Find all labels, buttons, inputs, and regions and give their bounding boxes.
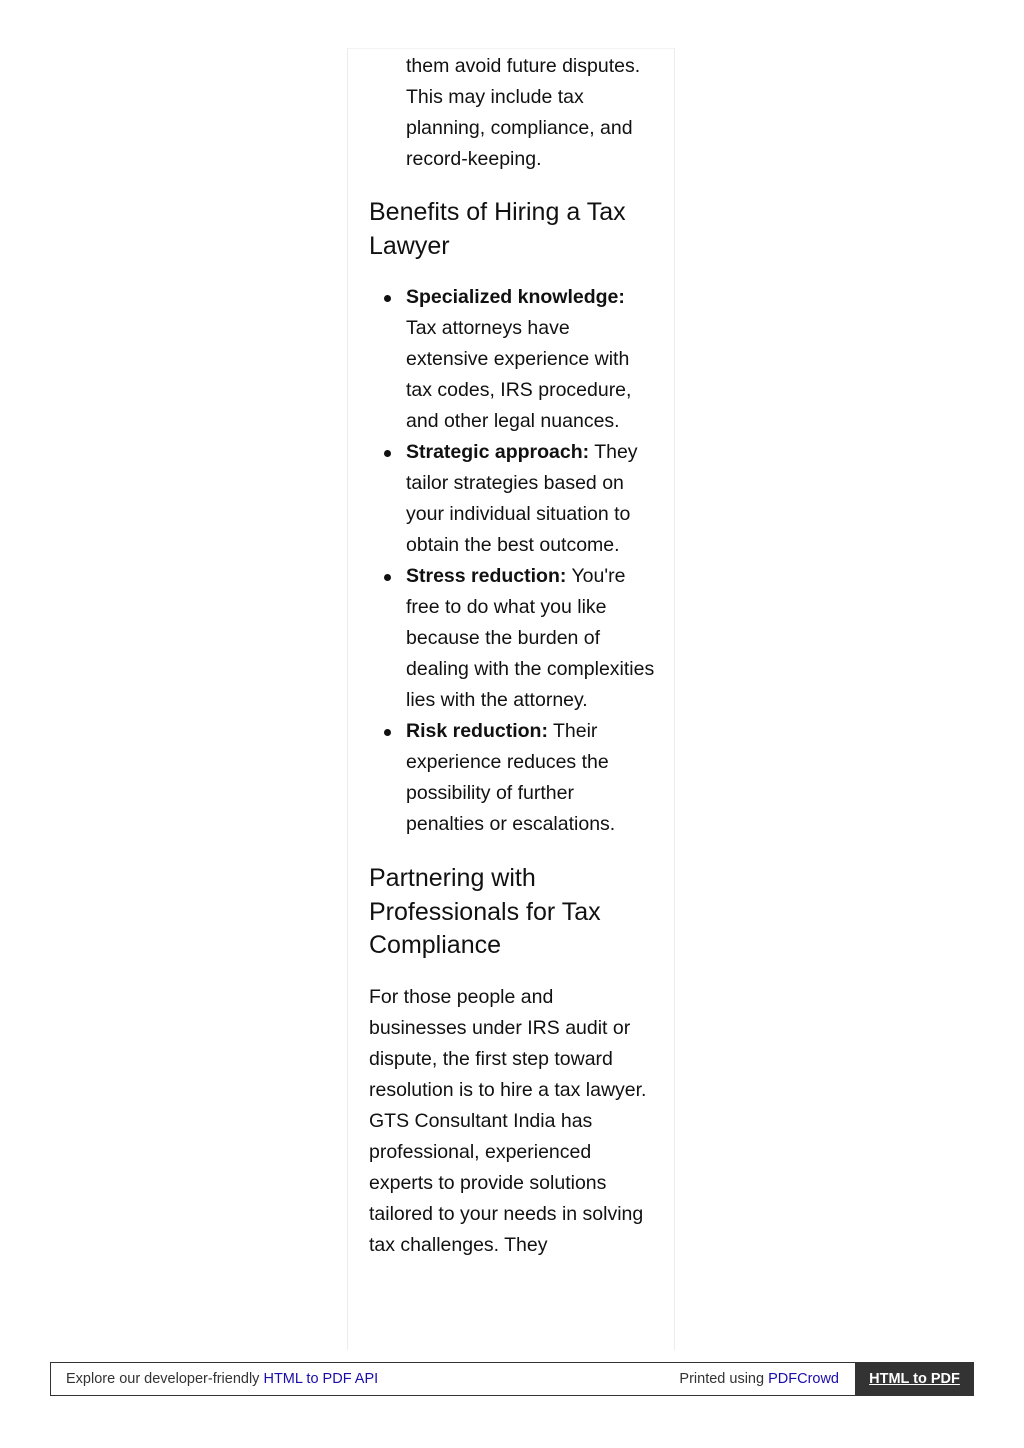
pdfcrowd-footer-banner: [50, 1362, 974, 1396]
pdfcrowd-link[interactable]: PDFCrowd: [768, 1371, 839, 1387]
benefit-text: They tailor strategies based on your individual situation to obtain the best outcome.: [406, 441, 638, 556]
benefit-text: Their experience reduces the possibility of further penalties or escalations.: [406, 720, 616, 835]
list-item: [406, 561, 655, 716]
benefit-text: You're free to do what you like because the burden of dealing with the complexities lies with the attorney.: [406, 565, 655, 711]
article-column: [347, 48, 675, 1350]
benefit-term: Stress reduction:: [406, 565, 567, 587]
footer-right-text: Printed using: [679, 1371, 769, 1387]
benefits-heading: Benefits of Hiring a Tax Lawyer: [369, 198, 626, 260]
benefit-text: Tax attorneys have extensive experience with tax codes, IRS procedure, and other legal nuances.: [406, 317, 632, 432]
list-item: [406, 282, 655, 437]
footer-left-text: Explore our developer-friendly: [66, 1371, 264, 1387]
benefit-term: Specialized knowledge:: [406, 286, 625, 308]
footer-left: [66, 1363, 378, 1395]
article-content: [369, 49, 655, 1261]
html-to-pdf-button[interactable]: HTML to PDF: [855, 1362, 974, 1396]
html-to-pdf-api-link[interactable]: HTML to PDF API: [263, 1371, 379, 1387]
partnering-paragraph: For those people and businesses under IRS audit or dispute, the first step toward resolution is to hire a tax lawyer. GTS Consultant India has professional, experienced experts to provide solutions tailored to your needs in solving tax challenges. They: [369, 985, 647, 1256]
benefits-list: [369, 282, 655, 840]
footer-right: [679, 1363, 839, 1395]
continuation-paragraph: them avoid future disputes. This may include tax planning, compliance, and record-keeping.: [406, 55, 641, 170]
benefit-term: Risk reduction:: [406, 720, 548, 742]
benefit-term: Strategic approach:: [406, 441, 590, 463]
partnering-heading: Partnering with Professionals for Tax Compliance: [369, 864, 601, 959]
list-item: [406, 437, 655, 561]
list-item: [406, 716, 655, 840]
